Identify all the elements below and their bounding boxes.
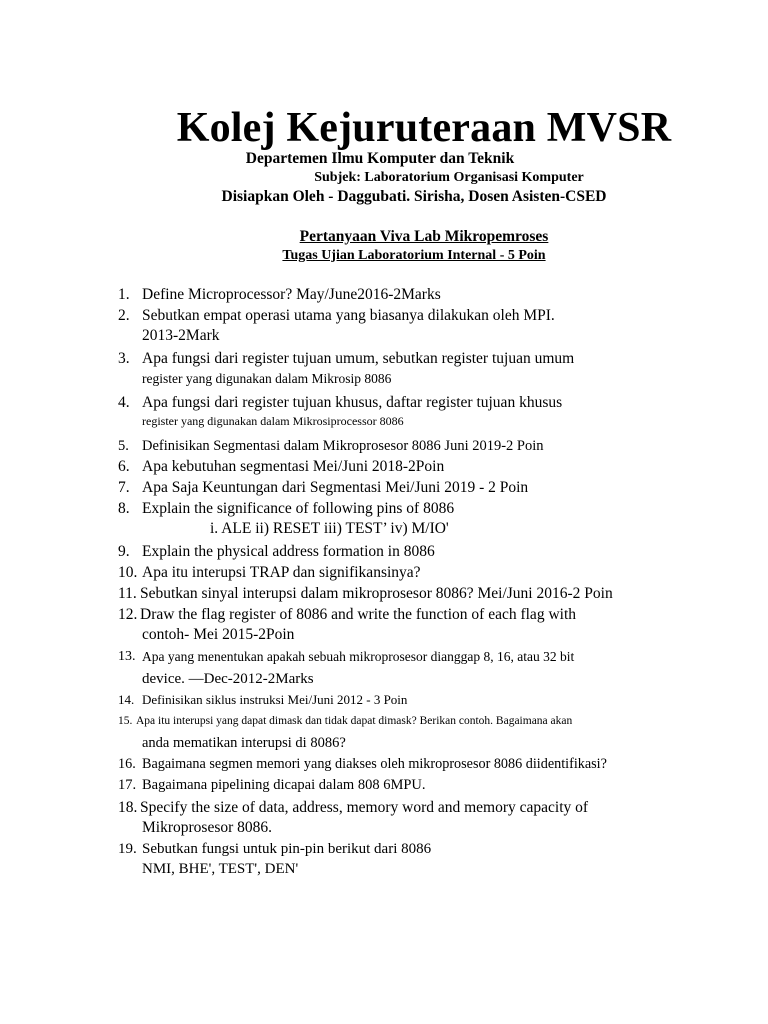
question-item xyxy=(118,563,670,583)
question-text-cont: contoh- Mei 2015-2Poin xyxy=(142,626,295,643)
question-item xyxy=(118,605,670,645)
question-item xyxy=(118,393,670,429)
college-title: Kolej Kejuruteraan MVSR xyxy=(176,105,672,151)
question-text: Specify the size of data, address, memory word and memory capacity of xyxy=(140,799,589,816)
question-item xyxy=(118,754,670,774)
question-text: Definisikan Segmentasi dalam Mikroprosesor 8086 Juni 2019-2 Poin xyxy=(142,438,544,454)
question-text: Apa fungsi dari register tujuan umum, sebutkan register tujuan umum xyxy=(142,350,575,367)
question-text: Apa itu interupsi yang dapat dimask dan tidak dapat dimask? Berikan contoh. Bagaimana akan xyxy=(136,715,573,727)
question-item xyxy=(118,647,670,689)
question-text: Apa yang menentukan apakah sebuah mikroprosesor dianggap 8, 16, atau 32 bit xyxy=(142,649,575,664)
question-number: 13. xyxy=(118,649,136,664)
question-item xyxy=(118,436,670,456)
question-text: Sebutkan fungsi untuk pin-pin berikut dari 8086 xyxy=(142,841,432,857)
question-text: Bagaimana segmen memori yang diakses oleh mikroprosesor 8086 diidentifikasi? xyxy=(142,756,607,772)
question-number: 4. xyxy=(118,394,130,411)
pin-list: i. ALE ii) RESET iii) TEST’ iv) M/IO' xyxy=(210,520,449,537)
question-number: 3. xyxy=(118,350,130,367)
question-number: 10. xyxy=(118,564,138,581)
viva-title: Pertanyaan Viva Lab Mikropemroses xyxy=(299,228,549,245)
question-number: 17. xyxy=(118,777,137,793)
question-text-cont: register yang digunakan dalam Mikrosiprocessor 8086 xyxy=(142,414,404,428)
question-item xyxy=(118,711,670,753)
question-item xyxy=(118,285,670,305)
question-text: Explain the physical address formation in 8086 xyxy=(142,543,435,560)
question-text: Apa Saja Keuntungan dari Segmentasi Mei/Juni 2019 - 2 Poin xyxy=(142,479,529,496)
question-item xyxy=(118,542,670,562)
question-text: Draw the flag register of 8086 and write the function of each flag with xyxy=(140,606,576,623)
question-number: 8. xyxy=(118,500,130,517)
question-number: 19. xyxy=(118,841,137,857)
question-item xyxy=(118,478,670,498)
question-text: Apa itu interupsi TRAP dan signifikansinya? xyxy=(142,564,421,581)
question-text-cont: Mikroprosesor 8086. xyxy=(142,819,273,836)
subject-line: Subjek: Laboratorium Organisasi Komputer xyxy=(314,170,584,185)
question-item xyxy=(118,306,670,346)
question-list xyxy=(118,285,670,879)
question-text-cont: device. —Dec-2012-2Marks xyxy=(142,671,314,687)
question-number: 2. xyxy=(118,307,130,324)
question-item xyxy=(118,457,670,477)
question-item xyxy=(118,775,670,795)
question-number: 7. xyxy=(118,479,130,496)
question-item xyxy=(118,584,670,604)
question-number: 16. xyxy=(118,756,136,772)
question-text: Apa kebutuhan segmentasi Mei/Juni 2018-2Poin xyxy=(142,458,445,475)
question-text-cont: anda mematikan interupsi di 8086? xyxy=(142,735,346,751)
question-text: Definisikan siklus instruksi Mei/Juni 2012 - 3 Poin xyxy=(142,692,408,707)
question-text: Explain the significance of following pins of 8086 xyxy=(142,500,455,517)
question-text-cont: NMI, BHE', TEST', DEN' xyxy=(142,861,299,877)
question-text: Bagaimana pipelining dicapai dalam 808 6MPU. xyxy=(142,777,426,793)
department-line: Departemen Ilmu Komputer dan Teknik xyxy=(245,150,515,167)
prepared-by-line: Disiapkan Oleh - Daggubati. Sirisha, Dosen Asisten-CSED xyxy=(221,188,607,205)
question-number: 5. xyxy=(118,438,129,454)
question-number: 9. xyxy=(118,543,130,560)
question-text-cont: register yang digunakan dalam Mikrosip 8086 xyxy=(142,371,392,386)
question-number: 6. xyxy=(118,458,130,475)
question-item xyxy=(118,798,670,838)
question-item xyxy=(118,690,670,710)
question-number: 18. xyxy=(118,799,138,816)
question-item xyxy=(118,349,670,389)
assignment-line: Tugas Ujian Laboratorium Internal - 5 Poin xyxy=(282,248,546,263)
question-number: 14. xyxy=(118,692,135,707)
question-item xyxy=(118,839,670,879)
question-text: Sebutkan sinyal interupsi dalam mikroprosesor 8086? Mei/Juni 2016-2 Poin xyxy=(140,585,613,602)
question-number: 12. xyxy=(118,606,138,623)
question-text: Define Microprocessor? May/June2016-2Marks xyxy=(142,286,441,303)
question-text: Apa fungsi dari register tujuan khusus, daftar register tujuan khusus xyxy=(142,394,563,411)
question-text: Sebutkan empat operasi utama yang biasanya dilakukan oleh MPI. xyxy=(142,307,555,324)
question-number: 1. xyxy=(118,286,130,303)
question-number: 15. xyxy=(118,715,133,727)
question-number: 11. xyxy=(118,585,137,602)
question-item xyxy=(118,499,670,539)
question-text-cont: 2013-2Mark xyxy=(142,327,220,344)
